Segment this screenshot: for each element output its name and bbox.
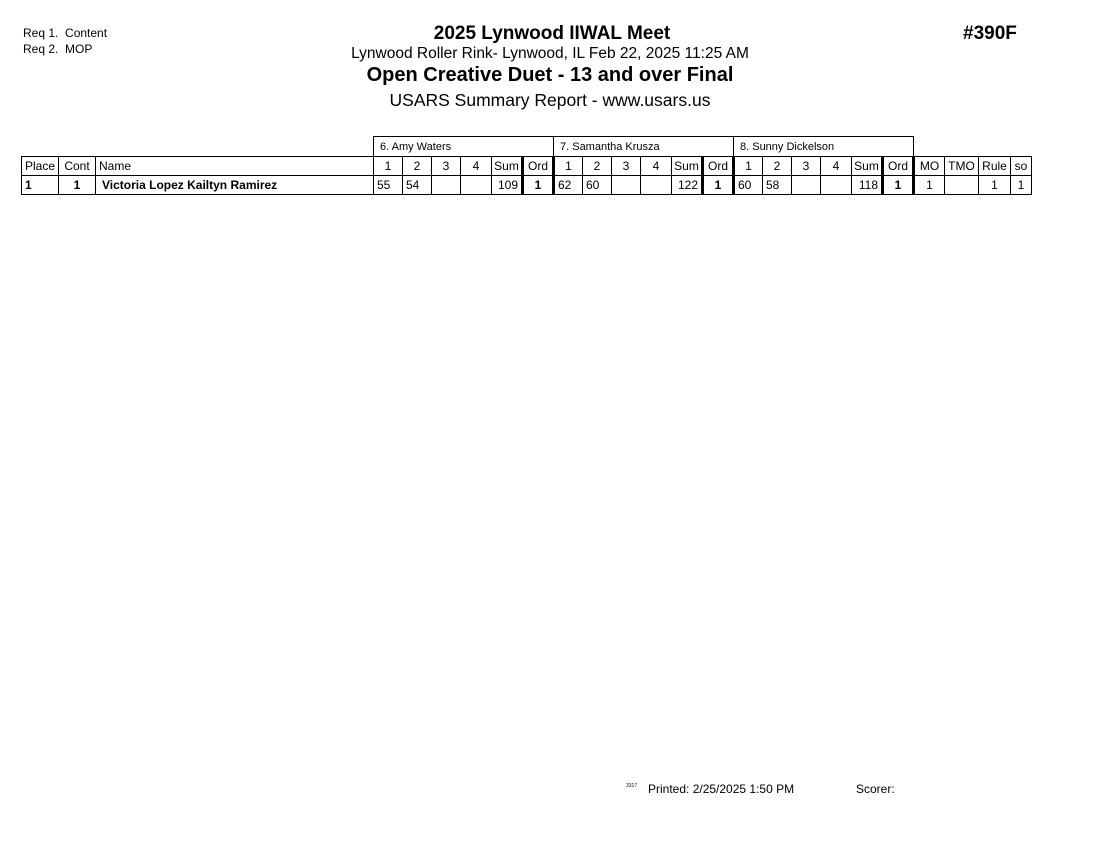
j8-score3-header: 3 (792, 157, 821, 176)
j6-ord-cell: 1 (523, 176, 554, 195)
j8-score1-cell: 60 (734, 176, 763, 195)
judge-8-name: 8. Sunny Dickelson (734, 137, 914, 157)
results-table (21, 136, 1032, 195)
j6-score4-header: 4 (461, 157, 492, 176)
j8-score2-cell: 58 (763, 176, 792, 195)
j7-score1-header: 1 (554, 157, 583, 176)
requirement-label: Req 2. (23, 42, 59, 56)
footer-code: 3317 (626, 783, 638, 789)
j6-score1-cell: 55 (374, 176, 403, 195)
cont-header: Cont (59, 157, 96, 176)
j7-score2-cell: 60 (583, 176, 612, 195)
meet-title: 2025 Lynwood IIWAL Meet (433, 23, 671, 44)
j8-score2-header: 2 (763, 157, 792, 176)
so-cell: 1 (1011, 176, 1032, 195)
j7-score4-cell (641, 176, 672, 195)
j7-sum-header: Sum (672, 157, 703, 176)
event-title: Open Creative Duet - 13 and over Final (366, 64, 734, 86)
j8-ord-cell: 1 (883, 176, 914, 195)
requirement-value: MOP (65, 42, 93, 56)
tmo-header: TMO (945, 157, 979, 176)
judge-6-name: 6. Amy Waters (374, 137, 554, 157)
j7-score1-cell: 62 (554, 176, 583, 195)
j6-ord-header: Ord (523, 157, 554, 176)
j6-score2-header: 2 (403, 157, 432, 176)
column-header-row (22, 157, 1032, 176)
j6-score2-cell: 54 (403, 176, 432, 195)
j6-score4-cell (461, 176, 492, 195)
j6-score3-cell (432, 176, 461, 195)
judge-7-name: 7. Samantha Krusza (554, 137, 734, 157)
j7-score3-header: 3 (612, 157, 641, 176)
rule-cell: 1 (979, 176, 1011, 195)
j8-score4-header: 4 (821, 157, 852, 176)
meet-location-date: Lynwood Roller Rink- Lynwood, IL Feb 22, 2025 11:25 AM (351, 45, 749, 62)
j7-score2-header: 2 (583, 157, 612, 176)
j7-ord-cell: 1 (703, 176, 734, 195)
table-row (22, 176, 1032, 195)
j7-ord-header: Ord (703, 157, 734, 176)
mo-header: MO (914, 157, 945, 176)
rule-header: Rule (979, 157, 1011, 176)
name-header: Name (96, 157, 374, 176)
place-header: Place (22, 157, 59, 176)
j8-score4-cell (821, 176, 852, 195)
j8-score3-cell (792, 176, 821, 195)
j7-score3-cell (612, 176, 641, 195)
event-number: #390F (963, 23, 1017, 44)
j8-sum-cell: 118 (852, 176, 883, 195)
so-header: so (1011, 157, 1032, 176)
j6-score3-header: 3 (432, 157, 461, 176)
place-cell: 1 (22, 176, 59, 195)
requirement-label: Req 1. (23, 26, 59, 40)
cont-cell: 1 (59, 176, 96, 195)
printed-timestamp: Printed: 2/25/2025 1:50 PM (648, 782, 795, 796)
j6-sum-cell: 109 (492, 176, 523, 195)
name-cell: Victoria Lopez Kailtyn Ramirez (96, 176, 374, 195)
j8-ord-header: Ord (883, 157, 914, 176)
scorer-label: Scorer: (856, 782, 895, 796)
j8-score1-header: 1 (734, 157, 763, 176)
judge-header-row (22, 137, 1032, 157)
j8-sum-header: Sum (852, 157, 883, 176)
j7-score4-header: 4 (641, 157, 672, 176)
mo-cell: 1 (914, 176, 945, 195)
j7-sum-cell: 122 (672, 176, 703, 195)
j6-score1-header: 1 (374, 157, 403, 176)
tmo-cell (945, 176, 979, 195)
report-title: USARS Summary Report - www.usars.us (389, 90, 711, 110)
requirement-value: Content (65, 26, 108, 40)
j6-sum-header: Sum (492, 157, 523, 176)
